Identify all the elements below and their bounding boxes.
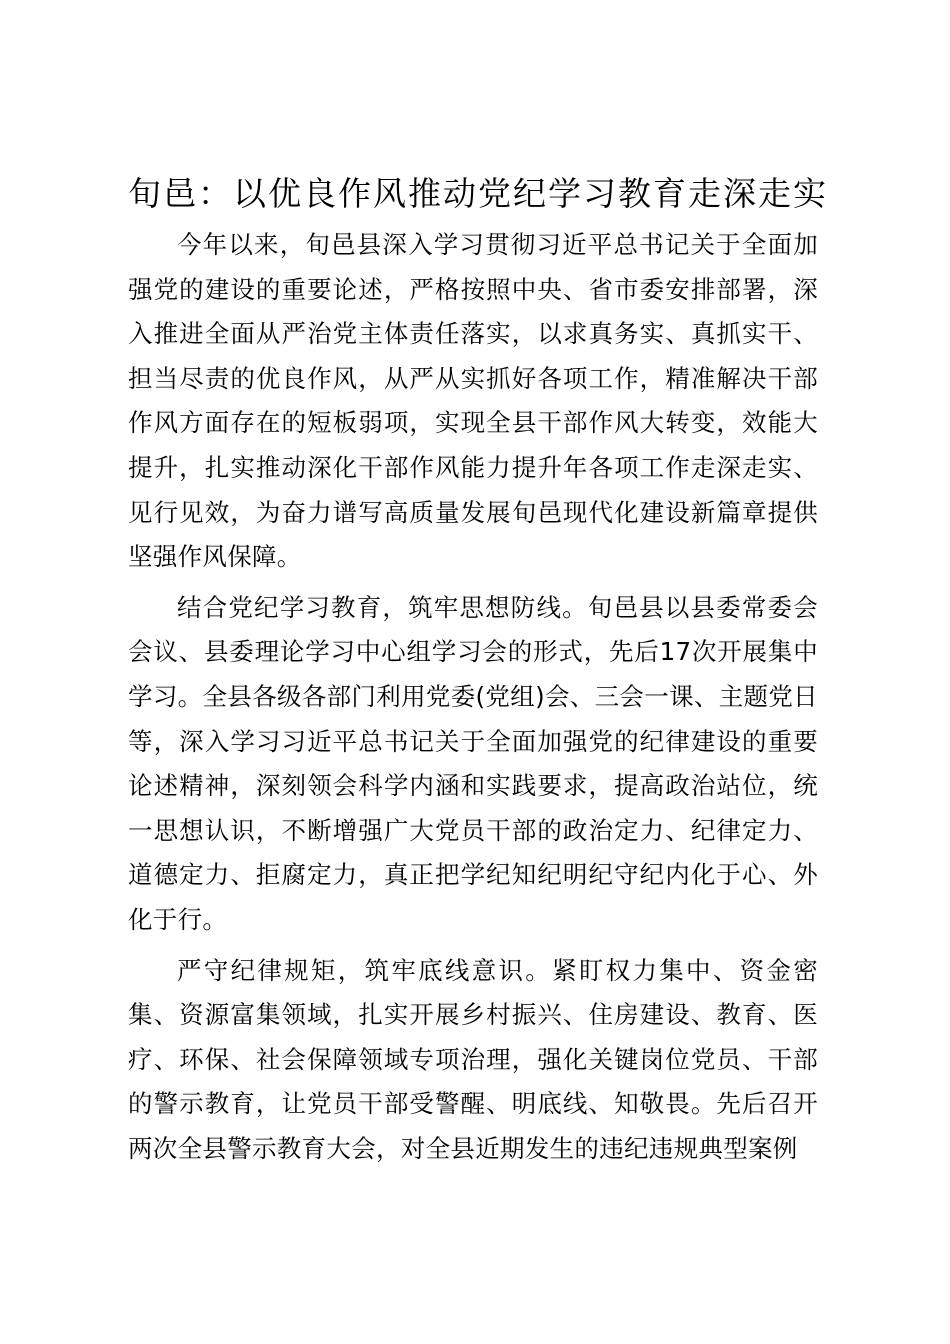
paragraph-party-discipline-study: 结合党纪学习教育，筑牢思想防线。旬邑县以县委常委会会议、县委理论学习中心组学习会的形式，先后17次开展集中学习。全县各级各部门利用党委(党组)会、三会一课、主题党日等，深入学习习近平总书记关于全面加强党的纪律建设的重要论述精神，深刻领会科学内涵和实践要求，提高政治站位，统一思想认识，不断增强广大党员干部的政治定力、纪律定力、道德定力、拒腐定力，真正把学纪知纪明纪守纪内化于心、外化于行。 (128, 592, 818, 934)
paragraph-intro: 今年以来，旬邑县深入学习贯彻习近平总书记关于全面加强党的建设的重要论述，严格按照中央、省市委安排部署，深入推进全面从严治党主体责任落实，以求真务实、真抓实干、担当尽责的优良作风，从严从实抓好各项工作，精准解决干部作风方面存在的短板弱项，实现全县干部作风大转变，效能大提升，扎实推动深化干部作风能力提升年各项工作走深走实、见行见效，为奋力谱写高质量发展旬邑现代化建设新篇章提供坚强作风保障。 (128, 230, 818, 572)
document-body (128, 223, 818, 1177)
document-title: 旬邑：以优良作风推动党纪学习教育走深走实 (128, 174, 828, 213)
paragraph-discipline-rules: 严守纪律规矩，筑牢底线意识。紧盯权力集中、资金密集、资源富集领域，扎实开展乡村振兴、住房建设、教育、医疗、环保、社会保障领域专项治理，强化关键岗位党员、干部的警示教育，让党员干部受警醒、明底线、知敬畏。先后召开两次全县警示教育大会，对全县近期发生的违纪违规典型案例 (128, 955, 818, 1163)
